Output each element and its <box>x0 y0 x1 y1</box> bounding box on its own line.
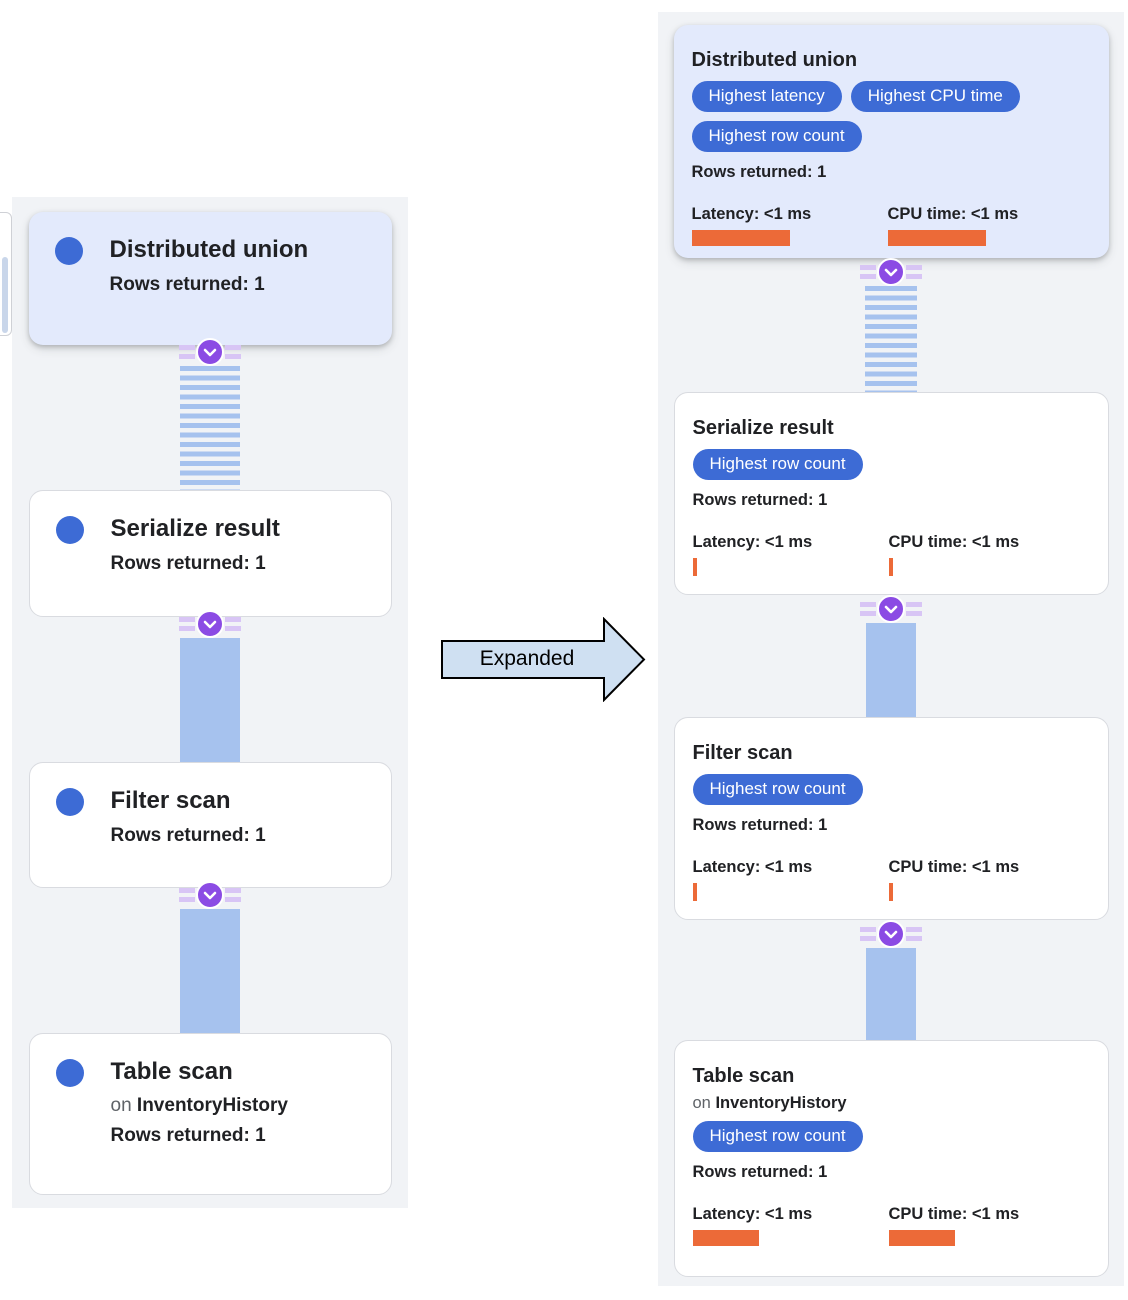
rows-returned: Rows returned: 1 <box>692 491 828 509</box>
cpu-time-bar <box>889 1230 955 1246</box>
cpu-time-bar <box>888 230 986 246</box>
latency-bar <box>693 1230 759 1246</box>
collapsed-plan-panel <box>12 197 408 1208</box>
connector-stripes <box>225 888 241 902</box>
plan-node-serialize-result[interactable] <box>29 490 392 617</box>
node-title: Filter scan <box>692 742 793 764</box>
expanded-plan-panel <box>658 12 1124 1286</box>
connector-stripes <box>860 927 876 941</box>
plan-node-filter-scan-expanded[interactable] <box>674 717 1109 920</box>
scrollbar-thumb[interactable] <box>2 257 8 333</box>
connector-stripes <box>179 617 195 631</box>
rows-returned: Rows returned: 1 <box>692 816 828 834</box>
cpu-time-label: CPU time: <1 ms <box>887 205 1019 223</box>
connector <box>860 920 922 1040</box>
connector-stripes <box>225 617 241 631</box>
badge-highest-row-count: Highest row count <box>692 121 862 152</box>
connector-band <box>180 909 240 1033</box>
connector <box>179 888 241 1033</box>
chevron-down-icon[interactable] <box>877 920 905 948</box>
node-title: Table scan <box>110 1058 233 1085</box>
plan-node-table-scan-expanded[interactable] <box>674 1040 1109 1277</box>
plan-node-table-scan[interactable] <box>29 1033 392 1195</box>
plan-node-serialize-result-expanded[interactable] <box>674 392 1109 595</box>
connector-stripes <box>906 602 922 616</box>
node-title: Serialize result <box>110 515 280 542</box>
cpu-time-label: CPU time: <1 ms <box>888 1205 1020 1223</box>
node-title: Distributed union <box>691 49 858 71</box>
connector-stripes <box>225 345 241 359</box>
node-table-ref: on InventoryHistory <box>110 1095 288 1116</box>
connector-band <box>180 638 240 762</box>
node-dot-icon <box>55 237 83 265</box>
expanded-transition-arrow <box>441 617 646 702</box>
connector-band-striped <box>865 286 917 392</box>
latency-bar <box>693 558 697 576</box>
node-dot-icon <box>56 1059 84 1087</box>
node-dot-icon <box>56 788 84 816</box>
connector <box>860 595 922 717</box>
latency-label: Latency: <1 ms <box>691 205 812 223</box>
badge-highest-row-count: Highest row count <box>693 449 863 480</box>
rows-returned: Rows returned: 1 <box>110 825 266 846</box>
connector-band <box>866 948 916 1040</box>
cpu-time-label: CPU time: <1 ms <box>888 533 1020 551</box>
plan-node-distributed-union[interactable] <box>29 212 392 345</box>
rows-returned: Rows returned: 1 <box>110 553 266 574</box>
connector <box>860 258 922 392</box>
node-title: Serialize result <box>692 417 834 439</box>
latency-label: Latency: <1 ms <box>692 858 813 876</box>
chevron-down-icon[interactable] <box>196 610 224 638</box>
scrollbar[interactable] <box>0 212 12 336</box>
rows-returned: Rows returned: 1 <box>692 1163 828 1181</box>
badge-highest-row-count: Highest row count <box>693 774 863 805</box>
latency-label: Latency: <1 ms <box>692 533 813 551</box>
latency-bar <box>693 883 697 901</box>
connector-stripes <box>860 602 876 616</box>
plan-node-filter-scan[interactable] <box>29 762 392 888</box>
rows-returned: Rows returned: 1 <box>109 274 265 295</box>
latency-label: Latency: <1 ms <box>692 1205 813 1223</box>
rows-returned: Rows returned: 1 <box>110 1125 266 1146</box>
connector <box>179 617 241 762</box>
connector-band-striped <box>180 366 240 490</box>
badge-highest-row-count: Highest row count <box>693 1121 863 1152</box>
connector-stripes <box>906 265 922 279</box>
connector-stripes <box>179 888 195 902</box>
node-dot-icon <box>56 516 84 544</box>
chevron-down-icon[interactable] <box>196 881 224 909</box>
node-title: Filter scan <box>110 787 231 814</box>
connector-stripes <box>906 927 922 941</box>
rows-returned: Rows returned: 1 <box>691 163 827 181</box>
connector-stripes <box>179 345 195 359</box>
chevron-down-icon[interactable] <box>877 258 905 286</box>
badge-highest-latency: Highest latency <box>692 81 842 112</box>
plan-node-distributed-union-expanded[interactable] <box>674 25 1109 258</box>
node-table-ref: on InventoryHistory <box>692 1094 847 1112</box>
node-title: Distributed union <box>109 236 309 263</box>
cpu-time-bar <box>889 883 893 901</box>
latency-bar <box>692 230 790 246</box>
connector-band <box>866 623 916 717</box>
chevron-down-icon[interactable] <box>877 595 905 623</box>
connector <box>179 345 241 490</box>
connector-stripes <box>860 265 876 279</box>
cpu-time-bar <box>889 558 893 576</box>
chevron-down-icon[interactable] <box>196 338 224 366</box>
cpu-time-label: CPU time: <1 ms <box>888 858 1020 876</box>
badge-highest-cpu-time: Highest CPU time <box>851 81 1020 112</box>
node-title: Table scan <box>692 1065 795 1087</box>
arrow-label: Expanded <box>479 647 575 670</box>
